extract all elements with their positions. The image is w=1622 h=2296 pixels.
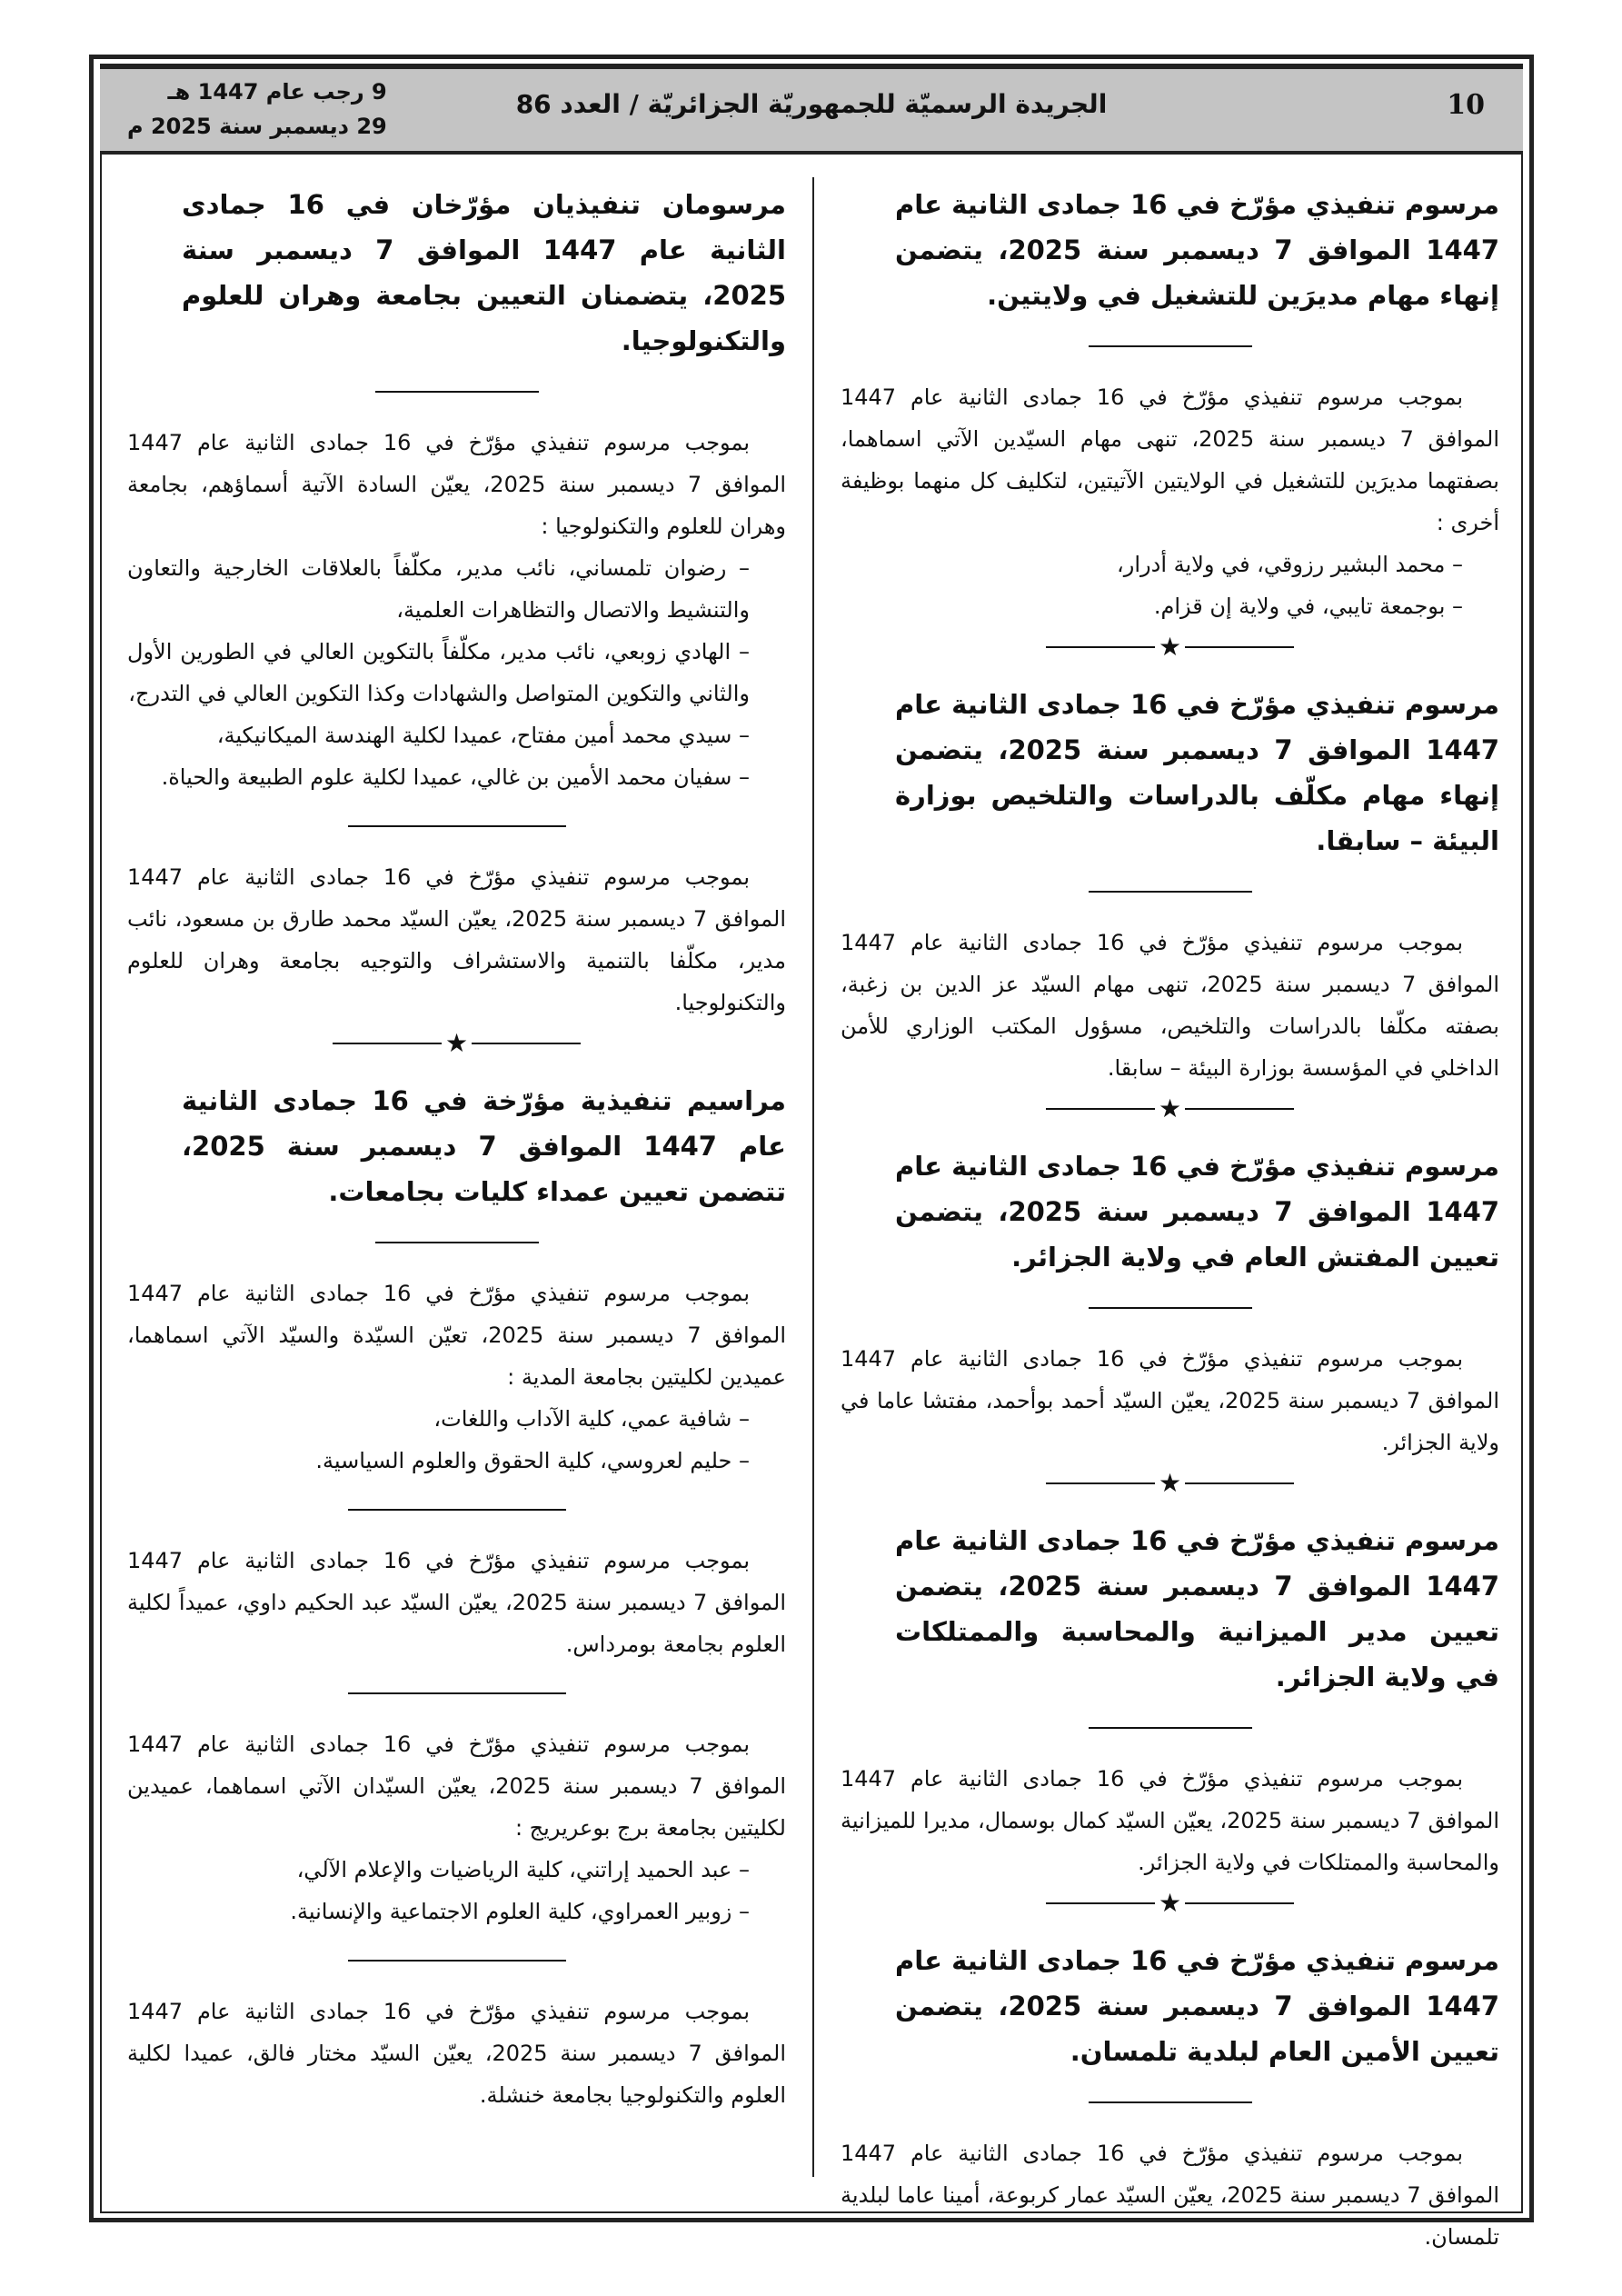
right-column: [841, 182, 1499, 2258]
decree-paragraph: بموجب مرسوم تنفيذي مؤرّخ في 16 جمادى الثانية عام 1447 الموافق 7 ديسمبر سنة 2025، تنهى مهام السيّدين الآتي اسماهما، بصفتهما مديرَين للتشغيل في الولايتين الآتيتين، لتكليف كل منهما بوظيفة أخرى :: [841, 384, 1499, 535]
section-divider: [348, 1509, 566, 1511]
list-item: – شافية عمي، كلية الآداب واللغات،: [433, 1406, 750, 1432]
star-icon: ★: [444, 1028, 469, 1058]
list-item: – بوجمعة تايبي، في ولاية إن قزام.: [1153, 594, 1463, 619]
list-item: – محمد البشير رزوقي، في ولاية أدرار،: [1117, 552, 1463, 577]
section-divider: [348, 825, 566, 827]
decree-block: [841, 1143, 1499, 1496]
decree-title: مرسوم تنفيذي مؤرّخ في 16 جمادى الثانية عام 1447 الموافق 7 ديسمبر سنة 2025، يتضمن إنهاء مهام مكلّف بالدراسات والتلخيص بوزارة البيئة – سابقا.: [895, 689, 1499, 856]
section-divider: [375, 1242, 539, 1243]
divider-line: [1185, 1902, 1294, 1904]
decree-block: [841, 682, 1499, 1122]
section-divider: [1089, 1307, 1252, 1309]
decree-title: مرسوم تنفيذي مؤرّخ في 16 جمادى الثانية عام 1447 الموافق 7 ديسمبر سنة 2025، يتضمن تعيين مدير الميزانية والمحاسبة والممتلكات في ولاية الجزائر.: [895, 1525, 1499, 1692]
decree-paragraph: بموجب مرسوم تنفيذي مؤرّخ في 16 جمادى الثانية عام 1447 الموافق 7 ديسمبر سنة 2025، يعيّن السيّدان الآتي اسماهما، عميدين لكليتين بجامعة برج بوعريريج :: [127, 1732, 786, 1841]
star-icon: ★: [1158, 632, 1182, 662]
section-divider: [1089, 891, 1252, 893]
divider-line: [1046, 1902, 1155, 1904]
column-divider: [812, 177, 814, 2177]
star-divider: [127, 1028, 786, 1058]
decree-title: مراسيم تنفيذية مؤرّخة في 16 جمادى الثانية عام 1447 الموافق 7 ديسمبر سنة 2025، تتضمن تعيين عمداء كليات بجامعات.: [182, 1085, 787, 1207]
divider-line: [1185, 1482, 1294, 1484]
decree-block: [127, 1078, 786, 2116]
star-divider: [841, 1468, 1499, 1498]
decree-block: [841, 1518, 1499, 1916]
star-divider: [841, 634, 1499, 660]
list-item: – الهادي زوبعي، نائب مدير، مكلّفاً بالتكوين العالي في الطورين الأول والثاني والتكوين المتواصل والشهادات وكذا التكوين العالي في التدرج،: [127, 639, 750, 706]
section-divider: [348, 1692, 566, 1694]
decree-title: مرسوم تنفيذي مؤرّخ في 16 جمادى الثانية عام 1447 الموافق 7 ديسمبر سنة 2025، يتضمن تعيين المفتش العام في ولاية الجزائر.: [895, 1151, 1499, 1273]
decree-block: [127, 182, 786, 1056]
decree-block: [841, 1938, 1499, 2258]
section-divider: [375, 391, 539, 393]
decree-paragraph: بموجب مرسوم تنفيذي مؤرّخ في 16 جمادى الثانية عام 1447 الموافق 7 ديسمبر سنة 2025، تنهى مهام السيّد عز الدين بن زغبة، بصفته مكلّفا بالدراسات والتلخيص، مسؤول المكتب الوزاري للأمن الداخلي في المؤسسة بوزارة البيئة – سابقا.: [841, 930, 1499, 1081]
decree-paragraph: بموجب مرسوم تنفيذي مؤرّخ في 16 جمادى الثانية عام 1447 الموافق 7 ديسمبر سنة 2025، يعيّن السيّد محمد طارق بن مسعود، نائب مدير، مكلّفا بالتنمية والاستشراف والتوجيه بجامعة وهران للعلوم والتكنولوجيا.: [127, 864, 786, 1015]
decree-title: مرسومان تنفيذيان مؤرّخان في 16 جمادى الثانية عام 1447 الموافق 7 ديسمبر سنة 2025، يتضمنان التعيين بجامعة وهران للعلوم والتكنولوجيا.: [182, 189, 786, 356]
section-divider: [1089, 2101, 1252, 2103]
star-icon: ★: [1158, 1093, 1182, 1123]
list-item: – زوبير العمراوي، كلية العلوم الاجتماعية والإنسانية.: [290, 1899, 750, 1924]
header-date: [127, 75, 387, 144]
divider-line: [1046, 1482, 1155, 1484]
star-icon: ★: [1158, 1468, 1182, 1498]
star-divider: [841, 1093, 1499, 1123]
decree-paragraph: بموجب مرسوم تنفيذي مؤرّخ في 16 جمادى الثانية عام 1447 الموافق 7 ديسمبر سنة 2025، يعيّن السيّد مختار فالق، عميدا لكلية العلوم والتكنولوجيا بجامعة خنشلة.: [127, 1999, 786, 2108]
decree-paragraph: بموجب مرسوم تنفيذي مؤرّخ في 16 جمادى الثانية عام 1447 الموافق 7 ديسمبر سنة 2025، تعيّن السيّدة والسيّد الآتي اسماهما، عميدين لكليتين بجامعة المدية :: [127, 1281, 786, 1390]
decree-paragraph: بموجب مرسوم تنفيذي مؤرّخ في 16 جمادى الثانية عام 1447 الموافق 7 ديسمبر سنة 2025، يعيّن السيّد كمال بوسمال، مديرا للميزانية والمحاسبة والممتلكات في ولاية الجزائر.: [841, 1766, 1499, 1875]
decree-paragraph: بموجب مرسوم تنفيذي مؤرّخ في 16 جمادى الثانية عام 1447 الموافق 7 ديسمبر سنة 2025، يعيّن السيّد عمار كربوعة، أمينا عاما لبلدية تلمسان.: [841, 2141, 1499, 2250]
decree-block: [841, 182, 1499, 660]
list-item: – سفيان محمد الأمين بن غالي، عميدا لكلية علوم الطبيعة والحياة.: [161, 764, 750, 790]
section-divider: [1089, 1727, 1252, 1729]
list-item: – حليم لعروسي، كلية الحقوق والعلوم السياسية.: [315, 1448, 750, 1473]
page-number: 10: [1447, 89, 1485, 121]
star-icon: ★: [1158, 1888, 1182, 1918]
list-item: – عبد الحميد إراتني، كلية الرياضيات والإعلام الآلي،: [296, 1857, 750, 1882]
decree-paragraph: بموجب مرسوم تنفيذي مؤرّخ في 16 جمادى الثانية عام 1447 الموافق 7 ديسمبر سنة 2025، يعيّن السيّد أحمد بوأحمد، مفتشا عاما في ولاية الجزائر.: [841, 1346, 1499, 1455]
divider-line: [1185, 1108, 1294, 1110]
star-divider: [841, 1888, 1499, 1918]
decree-title: مرسوم تنفيذي مؤرّخ في 16 جمادى الثانية عام 1447 الموافق 7 ديسمبر سنة 2025، يتضمن تعيين الأمين العام لبلدية تلمسان.: [895, 1945, 1499, 2067]
list-item: – سيدي محمد أمين مفتاح، عميدا لكلية الهندسة الميكانيكية،: [216, 723, 750, 748]
page-header: [100, 64, 1523, 155]
decree-paragraph: بموجب مرسوم تنفيذي مؤرّخ في 16 جمادى الثانية عام 1447 الموافق 7 ديسمبر سنة 2025، يعيّن السادة الآتية أسماؤهم، بجامعة وهران للعلوم والتكنولوجيا :: [127, 430, 786, 539]
gazette-title: الجريدة الرسميّة للجمهوريّة الجزائريّة / العدد 86: [515, 89, 1108, 119]
decree-paragraph: بموجب مرسوم تنفيذي مؤرّخ في 16 جمادى الثانية عام 1447 الموافق 7 ديسمبر سنة 2025، يعيّن السيّد عبد الحكيم داوي، عميداً لكلية العلوم بجامعة بومرداس.: [127, 1548, 786, 1657]
decree-title: مرسوم تنفيذي مؤرّخ في 16 جمادى الثانية عام 1447 الموافق 7 ديسمبر سنة 2025، يتضمن إنهاء مهام مديرَين للتشغيل في ولايتين.: [895, 189, 1499, 311]
hijri-date: 9 رجب عام 1447 هـ: [167, 79, 387, 105]
list-item: – رضوان تلمساني، نائب مدير، مكلّفاً بالعلاقات الخارجية والتعاون والتنشيط والاتصال والتظاهرات العلمية،: [127, 555, 750, 623]
gregorian-date: 29 ديسمبر سنة 2025 م: [127, 114, 387, 139]
divider-line: [1185, 646, 1294, 648]
section-divider: [348, 1960, 566, 1962]
section-divider: [1089, 345, 1252, 347]
divider-line: [472, 1043, 581, 1044]
divider-line: [1046, 646, 1155, 648]
divider-line: [1046, 1108, 1155, 1110]
divider-line: [333, 1043, 442, 1044]
left-column: [127, 182, 786, 2116]
